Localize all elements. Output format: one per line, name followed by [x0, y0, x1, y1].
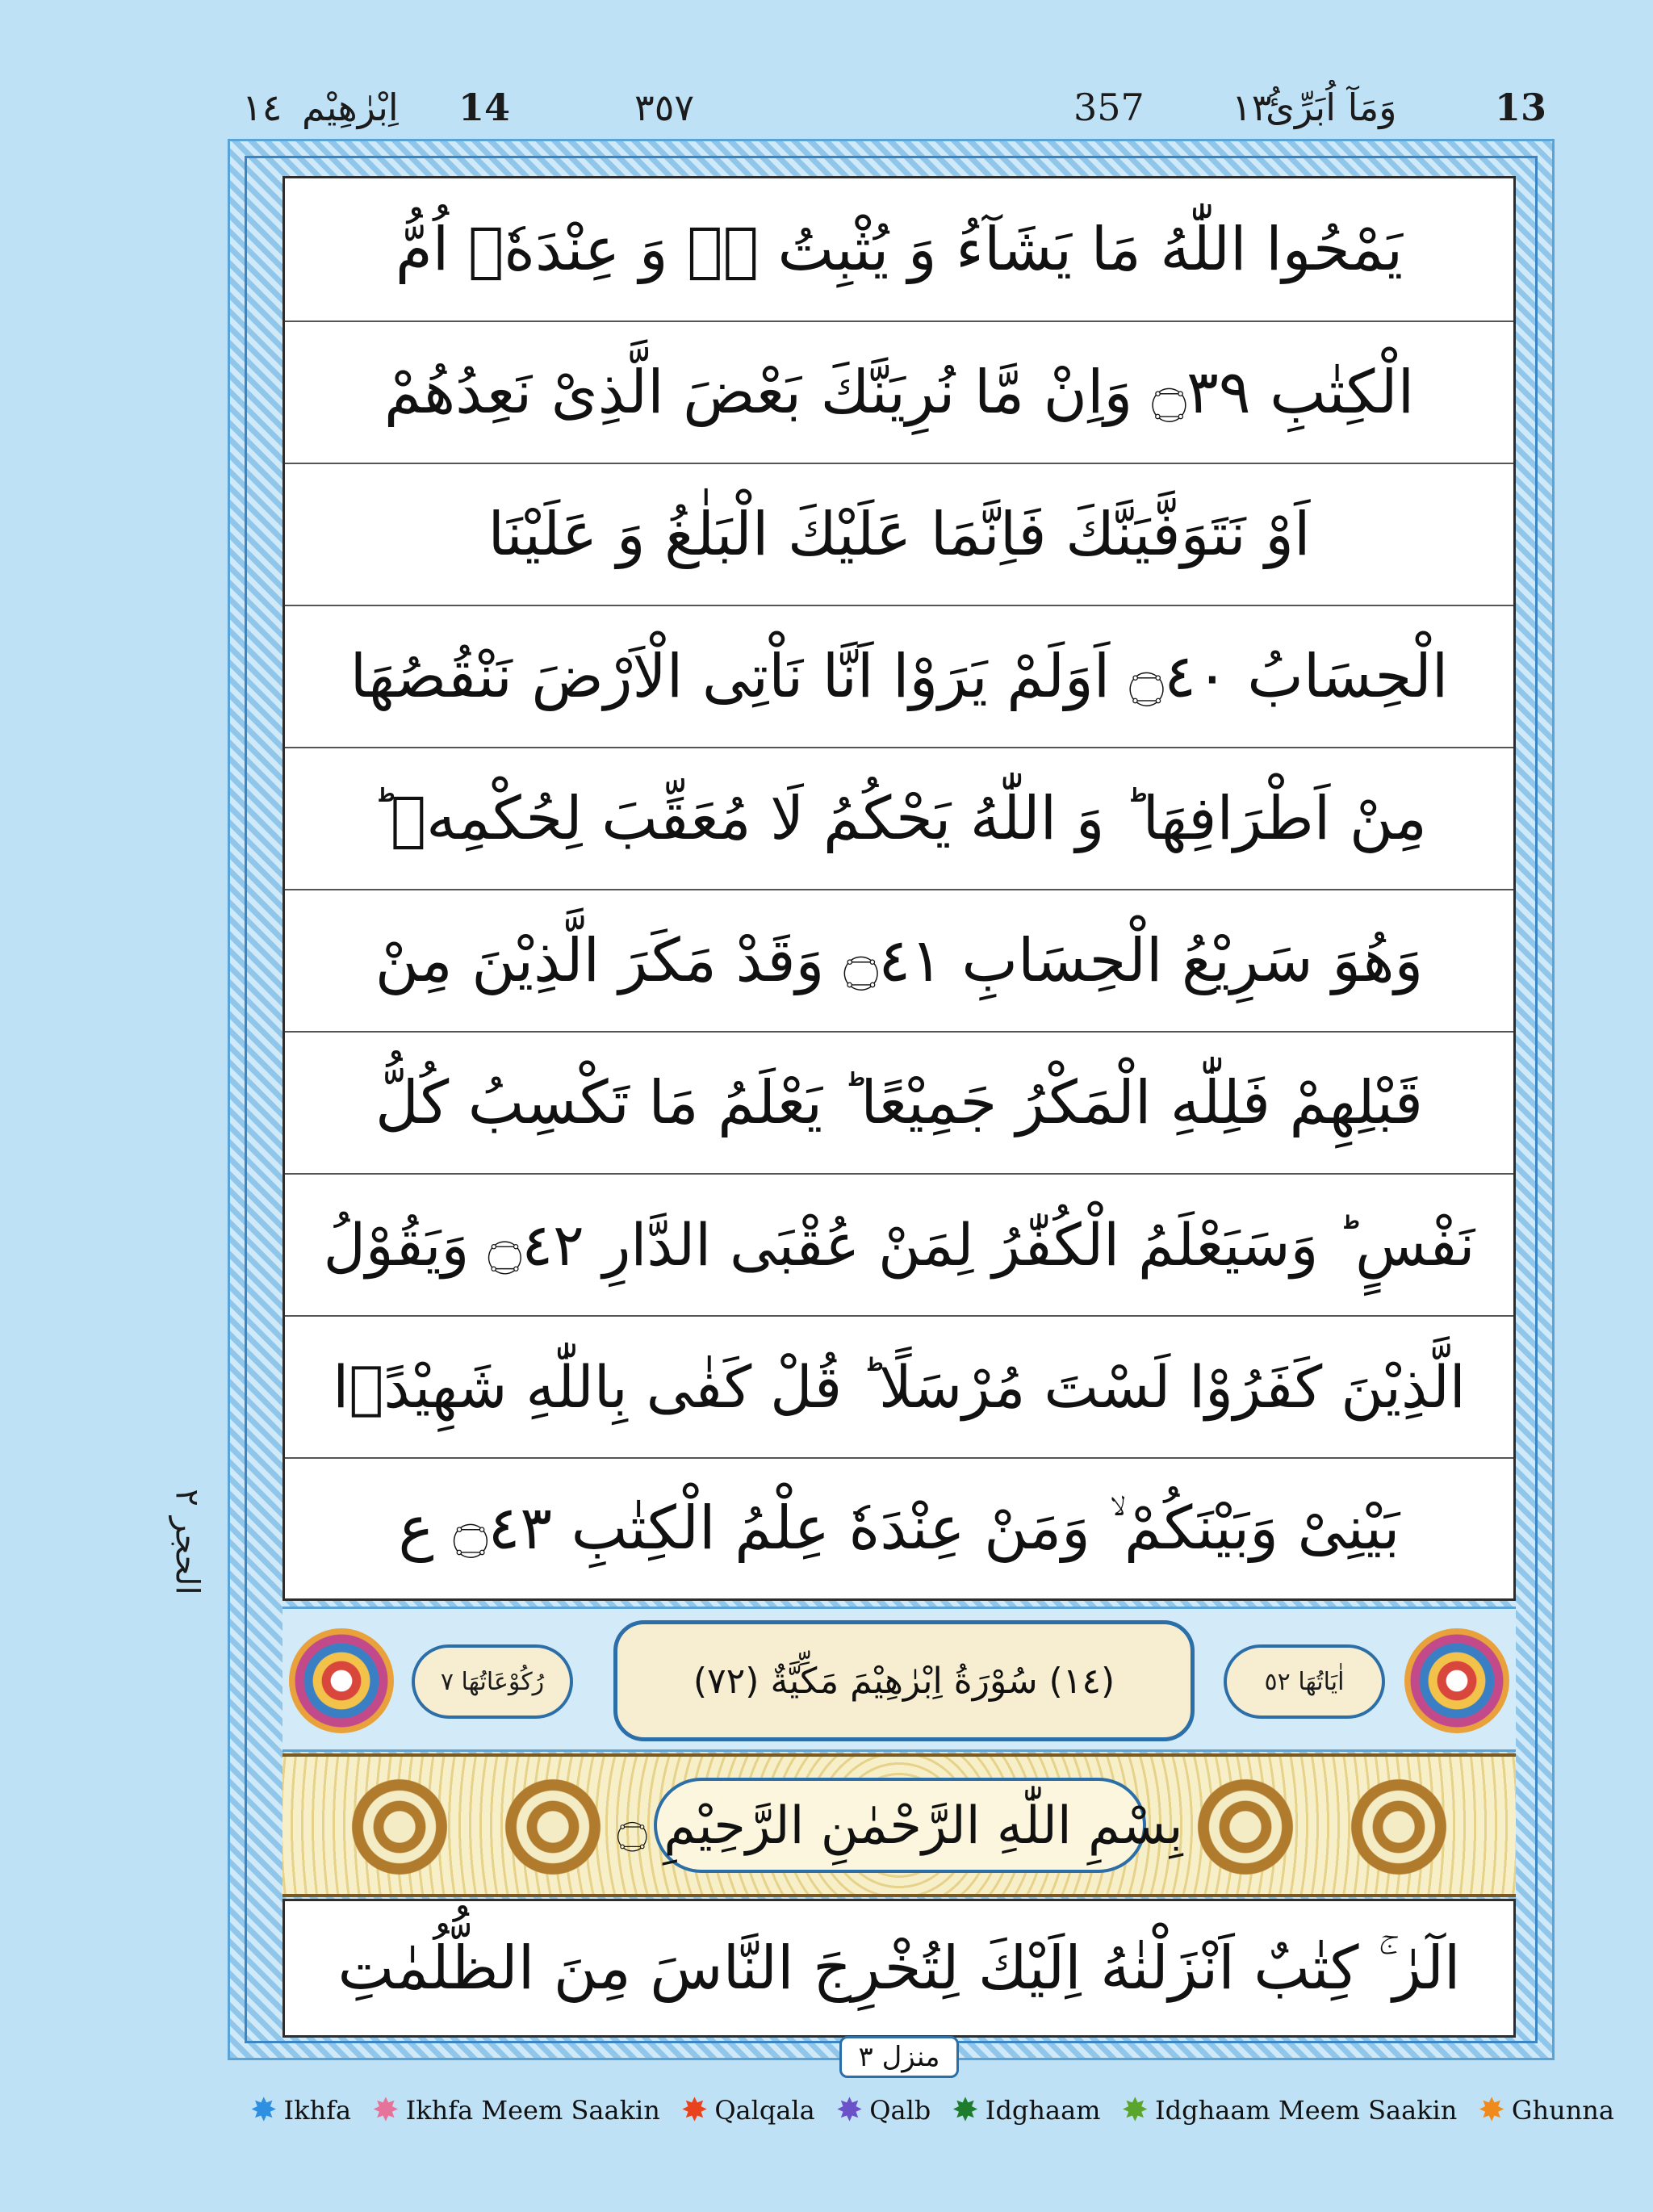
- text-line-11: [282, 1899, 1516, 2038]
- verse-text: الْحِسَابُ ۝٤٠ اَوَلَمْ يَرَوْا اَنَّا نَاْتِى الْاَرْضَ نَنْقُصُهَا: [349, 642, 1449, 711]
- text-line-6: [285, 889, 1513, 1031]
- verse-text: قَبْلِهِمْ فَلِلّٰهِ الْمَكْرُ جَمِيْعًا ؕ يَعْلَمُ مَا تَكْسِبُ كُلُّ: [375, 1068, 1424, 1137]
- legend-label: Ikhfa: [283, 2095, 352, 2126]
- verse-text: نَفْسٍ ؕ وَسَيَعْلَمُ الْكُفّٰرُ لِمَنْ عُقْبَى الدَّارِ ۝٤٢ وَيَقُوْلُ: [323, 1211, 1475, 1279]
- page-number-arabic: ٣٥٧: [634, 86, 695, 129]
- verse-text: الٓرٰ ۚ كِتٰبٌ اَنْزَلْنٰهُ اِلَيْكَ لِتُخْرِجَ النَّاسَ مِنَ الظُّلُمٰتِ: [337, 1933, 1461, 2003]
- legend-item-ikhfa-meem-saakin: [372, 2092, 660, 2129]
- para-number: 13: [1495, 86, 1547, 129]
- text-line-8: [285, 1173, 1513, 1315]
- side-label-text: الحجر ٢: [169, 1489, 206, 1595]
- legend-item-idghaam: [952, 2092, 1101, 2129]
- legend-item-ikhfa: [250, 2092, 352, 2129]
- tajweed-legend: [250, 2086, 1635, 2134]
- legend-label: Ikhfa Meem Saakin: [405, 2095, 660, 2126]
- surah-title: (١٤) سُوْرَةُ اِبْرٰهِيْمَ مَكِّيَّةٌ (٧٢): [693, 1660, 1115, 1702]
- verse-text: يَمْحُوا اللّٰهُ مَا يَشَآءُ وَ يُثْبِتُ ۚۖ وَ عِنْدَهٗۤ اُمُّ: [395, 215, 1404, 284]
- surah-name: اِبْرٰهِيْم: [302, 86, 399, 129]
- verse-text: الَّذِيْنَ كَفَرُوْا لَسْتَ مُرْسَلًا ؕ قُلْ كَفٰى بِاللّٰهِ شَهِيْدًۢا: [333, 1353, 1466, 1421]
- verse-text: وَهُوَ سَرِيْعُ الْحِسَابِ ۝٤١ وَقَدْ مَكَرَ الَّذِيْنَ مِنْ: [375, 926, 1424, 995]
- verse-text: اَوْ نَتَوَفَّيَنَّكَ فَاِنَّمَا عَلَيْكَ الْبَلٰغُ وَ عَلَيْنَا: [488, 500, 1311, 569]
- surah-number-arabic: ١٤: [242, 86, 282, 129]
- star-icon: ✸: [835, 2092, 864, 2129]
- star-icon: ✸: [372, 2092, 400, 2129]
- verse-text: بَيْنِىْ وَبَيْنَكُمْ ۙ وَمَنْ عِنْدَهٗ عِلْمُ الْكِتٰبِ ۝٤٣ ع: [398, 1494, 1400, 1563]
- star-icon: ✸: [1121, 2092, 1149, 2129]
- surah-title-box: [613, 1620, 1195, 1741]
- bismillah-band: [282, 1753, 1516, 1897]
- rosette-ornament-left: [289, 1628, 394, 1733]
- text-line-10: [285, 1457, 1513, 1598]
- ayat-count-label: اٰيَاتُهَا ٥٢: [1224, 1644, 1385, 1719]
- arabesque-ornament: [1338, 1766, 1459, 1887]
- text-line-9: [285, 1315, 1513, 1457]
- quran-text-panel: [282, 176, 1516, 1601]
- arabesque-ornament: [1185, 1766, 1306, 1887]
- star-icon: ✸: [680, 2092, 709, 2129]
- arabesque-ornament: [339, 1766, 460, 1887]
- side-label: [155, 1485, 220, 1598]
- verse-text: الْكِتٰبِ ۝٣٩ وَاِنْ مَّا نُرِيَنَّكَ بَعْضَ الَّذِىْ نَعِدُهُمْ: [383, 358, 1415, 427]
- arabesque-ornament: [492, 1766, 613, 1887]
- text-line-3: [285, 463, 1513, 605]
- ruku-count-label: رُكُوْعَاتُهَا ٧: [412, 1644, 573, 1719]
- legend-label: Idghaam: [985, 2095, 1101, 2126]
- star-icon: ✸: [1478, 2092, 1505, 2129]
- legend-label: Qalqala: [714, 2095, 815, 2126]
- text-line-7: [285, 1031, 1513, 1173]
- legend-item-ghunna: [1478, 2092, 1614, 2129]
- star-icon: ✸: [250, 2092, 278, 2129]
- text-line-1: [285, 178, 1513, 320]
- surah-number: 14: [458, 86, 511, 129]
- text-line-2: [285, 320, 1513, 463]
- bismillah-text: بِسْمِ اللّٰهِ الرَّحْمٰنِ الرَّحِيْمِ ۝: [617, 1795, 1183, 1856]
- para-number-arabic: ١٣: [1232, 86, 1272, 129]
- legend-item-qalqala: [680, 2092, 815, 2129]
- legend-label: Qalb: [869, 2095, 931, 2126]
- para-name: وَمَآ اُبَرِّئُ: [1266, 86, 1397, 129]
- manzil-badge: منزل ٣: [839, 2036, 959, 2078]
- surah-header-band: [282, 1607, 1516, 1752]
- legend-label: Ghunna: [1511, 2095, 1614, 2126]
- legend-item-qalb: [835, 2092, 931, 2129]
- page-number: 357: [1073, 86, 1145, 129]
- text-line-5: [285, 747, 1513, 889]
- legend-item-idghaam-meem-saakin: [1121, 2092, 1458, 2129]
- text-line-4: [285, 605, 1513, 747]
- star-icon: ✸: [952, 2092, 979, 2129]
- bismillah-box: [617, 1778, 1183, 1873]
- verse-text: مِنْ اَطْرَافِهَا ؕ وَ اللّٰهُ يَحْكُمُ لَا مُعَقِّبَ لِحُكْمِهٖ ؕ: [371, 784, 1427, 853]
- legend-label: Idghaam Meem Saakin: [1155, 2095, 1458, 2126]
- rosette-ornament-right: [1404, 1628, 1509, 1733]
